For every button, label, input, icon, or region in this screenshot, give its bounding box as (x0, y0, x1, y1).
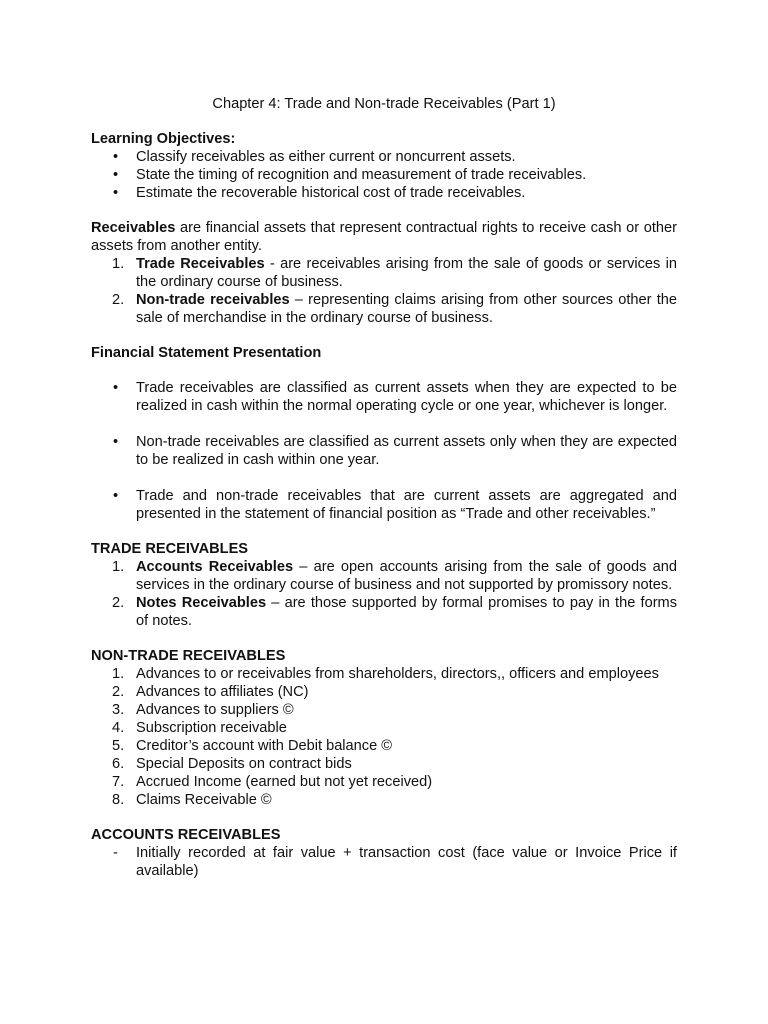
item-number: 7. (112, 774, 125, 790)
item-number: 4. (112, 720, 125, 736)
fs-presentation-list (91, 379, 677, 523)
trade-receivables-heading: TRADE RECEIVABLES (91, 541, 249, 557)
list-item: 7. Accrued Income (earned but not yet received) (112, 774, 433, 790)
list-item: • Trade receivables are classified as current assets when they are expected to be realized in cash within the normal operating cycle or one year, whichever is longer. (113, 380, 677, 414)
item-number: 2. (112, 292, 125, 308)
item-number: 2. (112, 595, 125, 611)
fs-presentation-heading: Financial Statement Presentation (91, 345, 322, 361)
list-item: • Classify receivables as either current or noncurrent assets. (113, 149, 516, 165)
list-item: 6. Special Deposits on contract bids (112, 756, 352, 772)
list-item: 8. Claims Receivable © (112, 792, 272, 808)
list-item: 1. Trade Receivables - are receivables arising from the sale of goods or services in the ordinary course of business. (112, 256, 678, 290)
list-item: • Non-trade receivables are classified as current assets only when they are expected to be realized in cash within one year. (113, 434, 677, 468)
item-number: 8. (112, 792, 125, 808)
bullet-marker: • (113, 185, 119, 201)
bullet-marker: • (113, 167, 119, 183)
dash-marker: - (113, 845, 118, 861)
item-number: 5. (112, 738, 125, 754)
list-item: • Estimate the recoverable historical cost of trade receivables. (113, 185, 526, 201)
receivables-types-list (91, 255, 677, 327)
list-item: • Trade and non-trade receivables that are current assets are aggregated and presented in the statement of financial position as “Trade and other receivables.” (113, 488, 677, 522)
list-item: 5. Creditor’s account with Debit balance © (112, 738, 393, 754)
learning-objectives-heading: Learning Objectives: (91, 131, 236, 147)
list-item: - Initially recorded at fair value + transaction cost (face value or Invoice Price if available) (113, 845, 677, 879)
accounts-receivables-heading: ACCOUNTS RECEIVABLES (91, 827, 281, 843)
list-item: 3. Advances to suppliers © (112, 702, 294, 718)
item-number: 6. (112, 756, 125, 772)
non-trade-receivables-heading: NON-TRADE RECEIVABLES (91, 648, 286, 664)
list-item: 1. Advances to or receivables from shareholders, directors,, officers and employees (112, 666, 659, 682)
non-trade-receivables-list (91, 665, 677, 809)
item-number: 1. (112, 559, 125, 575)
definition-term: Receivables (91, 220, 176, 236)
bullet-marker: • (113, 488, 119, 504)
bullet-marker: • (113, 149, 119, 165)
accounts-receivables-list (91, 844, 677, 880)
receivables-definition: Receivables are financial assets that represent contractual rights to receive cash or other assets from another entity. (91, 220, 677, 254)
page-title: Chapter 4: Trade and Non-trade Receivables (Part 1) (212, 96, 556, 112)
bullet-marker: • (113, 380, 119, 396)
learning-objectives-list (91, 148, 677, 202)
document-page (91, 95, 677, 880)
list-item: 2. Advances to affiliates (NC) (112, 684, 309, 700)
item-number: 1. (112, 256, 125, 272)
item-number: 3. (112, 702, 125, 718)
list-item: 1. Accounts Receivables – are open accounts arising from the sale of goods and services in the ordinary course of business and not supported by promissory notes. (112, 559, 677, 593)
item-number: 1. (112, 666, 125, 682)
list-item: 2. Notes Receivables – are those supported by formal promises to pay in the forms of notes. (112, 595, 678, 629)
bullet-marker: • (113, 434, 119, 450)
list-item: • State the timing of recognition and measurement of trade receivables. (113, 167, 587, 183)
trade-receivables-list (91, 558, 677, 630)
list-item: 2. Non-trade receivables – representing claims arising from other sources other the sale of merchandise in the ordinary course of business. (112, 292, 677, 326)
item-number: 2. (112, 684, 125, 700)
list-item: 4. Subscription receivable (112, 720, 287, 736)
